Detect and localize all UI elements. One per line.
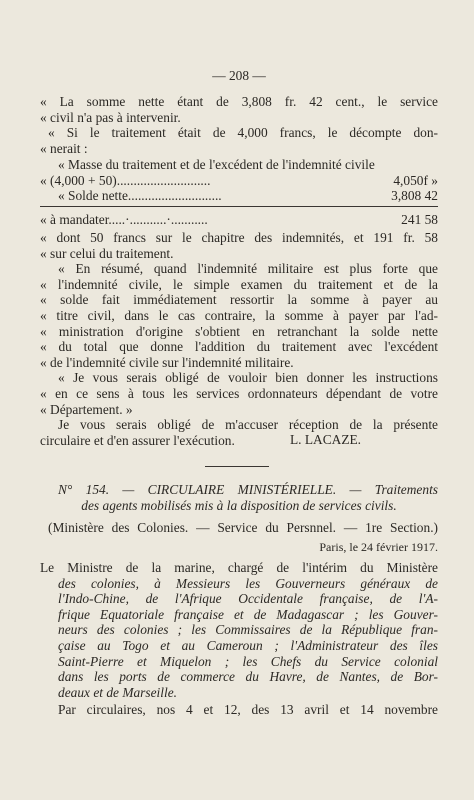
text-line: « La somme nette étant de 3,808 fr. 42 cent., le service (40, 94, 438, 109)
table-row-value: 241 58 (401, 212, 438, 227)
calculation-total (40, 212, 438, 228)
table-row-label: « (4,000 + 50)............................ (40, 172, 211, 188)
circular-subtitle: des agents mobilisés mis à la disposition de services civils. (81, 497, 397, 513)
circular-address (40, 560, 438, 700)
page-number: — 208 — (212, 68, 266, 83)
signature: L. LACAZE. (290, 432, 362, 447)
circular-date: Paris, le 24 février 1917. (319, 540, 438, 554)
section-divider (205, 466, 269, 467)
text-line: « titre civil, dans le cas contraire, la somme à payer par l'ad- (40, 307, 438, 323)
circular-body (40, 702, 438, 718)
text-line: « du total que donne l'addition du traitement avec l'excédent (40, 339, 438, 355)
table-row (40, 173, 438, 189)
table-row-value: 3,808 42 (391, 188, 438, 204)
text-line: Je vous serais obligé de m'accuser réception de la présente (58, 417, 438, 433)
address-line: frique Equatoriale française et de Madagascar ; les Gouver- (58, 606, 438, 622)
text-line: « de l'indemnité civile sur l'indemnité militaire. (40, 354, 294, 370)
text-line: « Si le traitement était de 4,000 francs, le décompte don- (48, 125, 438, 141)
calculation-table (40, 157, 438, 204)
address-line: Le Ministre de la marine, chargé de l'intérim du Ministère (40, 560, 438, 575)
text-line: circulaire et d'en assurer l'exécution. (40, 432, 235, 448)
table-row-label: « à mandater.....·...........·........... (40, 212, 208, 227)
address-line: Saint-Pierre et Miquelon ; les Chefs du Service colonial (58, 653, 438, 669)
circular-title: N° 154. — CIRCULAIRE MINISTÉRIELLE. — Traitements (58, 482, 438, 497)
table-row (40, 188, 438, 204)
text-line: « ministration d'origine s'obtient en retranchant la solde nette (40, 323, 438, 339)
text-line: « solde fait immédiatement ressortir la somme à payer au (40, 292, 438, 308)
address-line: neurs des colonies ; les Commissaires de la République fran- (58, 622, 438, 638)
circular-heading (40, 482, 438, 513)
sum-rule (40, 206, 438, 207)
service-line: (Ministère des Colonies. — Service du Persnnel. — 1re Section.) (48, 520, 438, 535)
address-line: des colonies, à Messieurs les Gouverneurs généraux de (58, 575, 438, 591)
text-line: « dont 50 francs sur le chapitre des indemnités, et 191 fr. 58 (40, 230, 438, 245)
address-line: çaise au Togo et au Cameroun ; l'Administrateur des îles (58, 637, 438, 653)
table-row-label: « Masse du traitement et de l'excédent de l'indemnité civile (58, 157, 375, 172)
text-line: « l'indemnité civile, le simple examen du traitement et de la (40, 276, 438, 292)
text-block-2 (40, 230, 438, 448)
address-line: deaux et de Marseille. (58, 684, 177, 700)
text-line: « sur celui du traitement. (40, 245, 174, 261)
text-line: « Je vous serais obligé de vouloir bien donner les instructions (58, 370, 438, 386)
table-row-label: « Solde nette............................ (58, 188, 222, 204)
text-line: « nerait : (40, 140, 88, 156)
text-line: « civil n'a pas à intervenir. (40, 109, 181, 125)
text-block-1 (40, 94, 438, 156)
table-row-value: 4,050f » (393, 172, 438, 188)
table-row (40, 212, 438, 228)
text-line: « en ce sens à tous les services ordonnateurs dépendant de votre (40, 385, 438, 401)
text-line: « En résumé, quand l'indemnité militaire est plus forte que (58, 261, 438, 277)
address-line: dans les ports de commerce du Havre, de Nantes, de Bor- (58, 669, 438, 685)
text-line: « Département. » (40, 401, 133, 417)
address-line: l'Indo-Chine, de l'Afrique Occidentale française, de l'A- (58, 591, 438, 607)
text-line: Par circulaires, nos 4 et 12, des 13 avril et 14 novembre (58, 702, 438, 717)
circular-service (40, 520, 438, 536)
